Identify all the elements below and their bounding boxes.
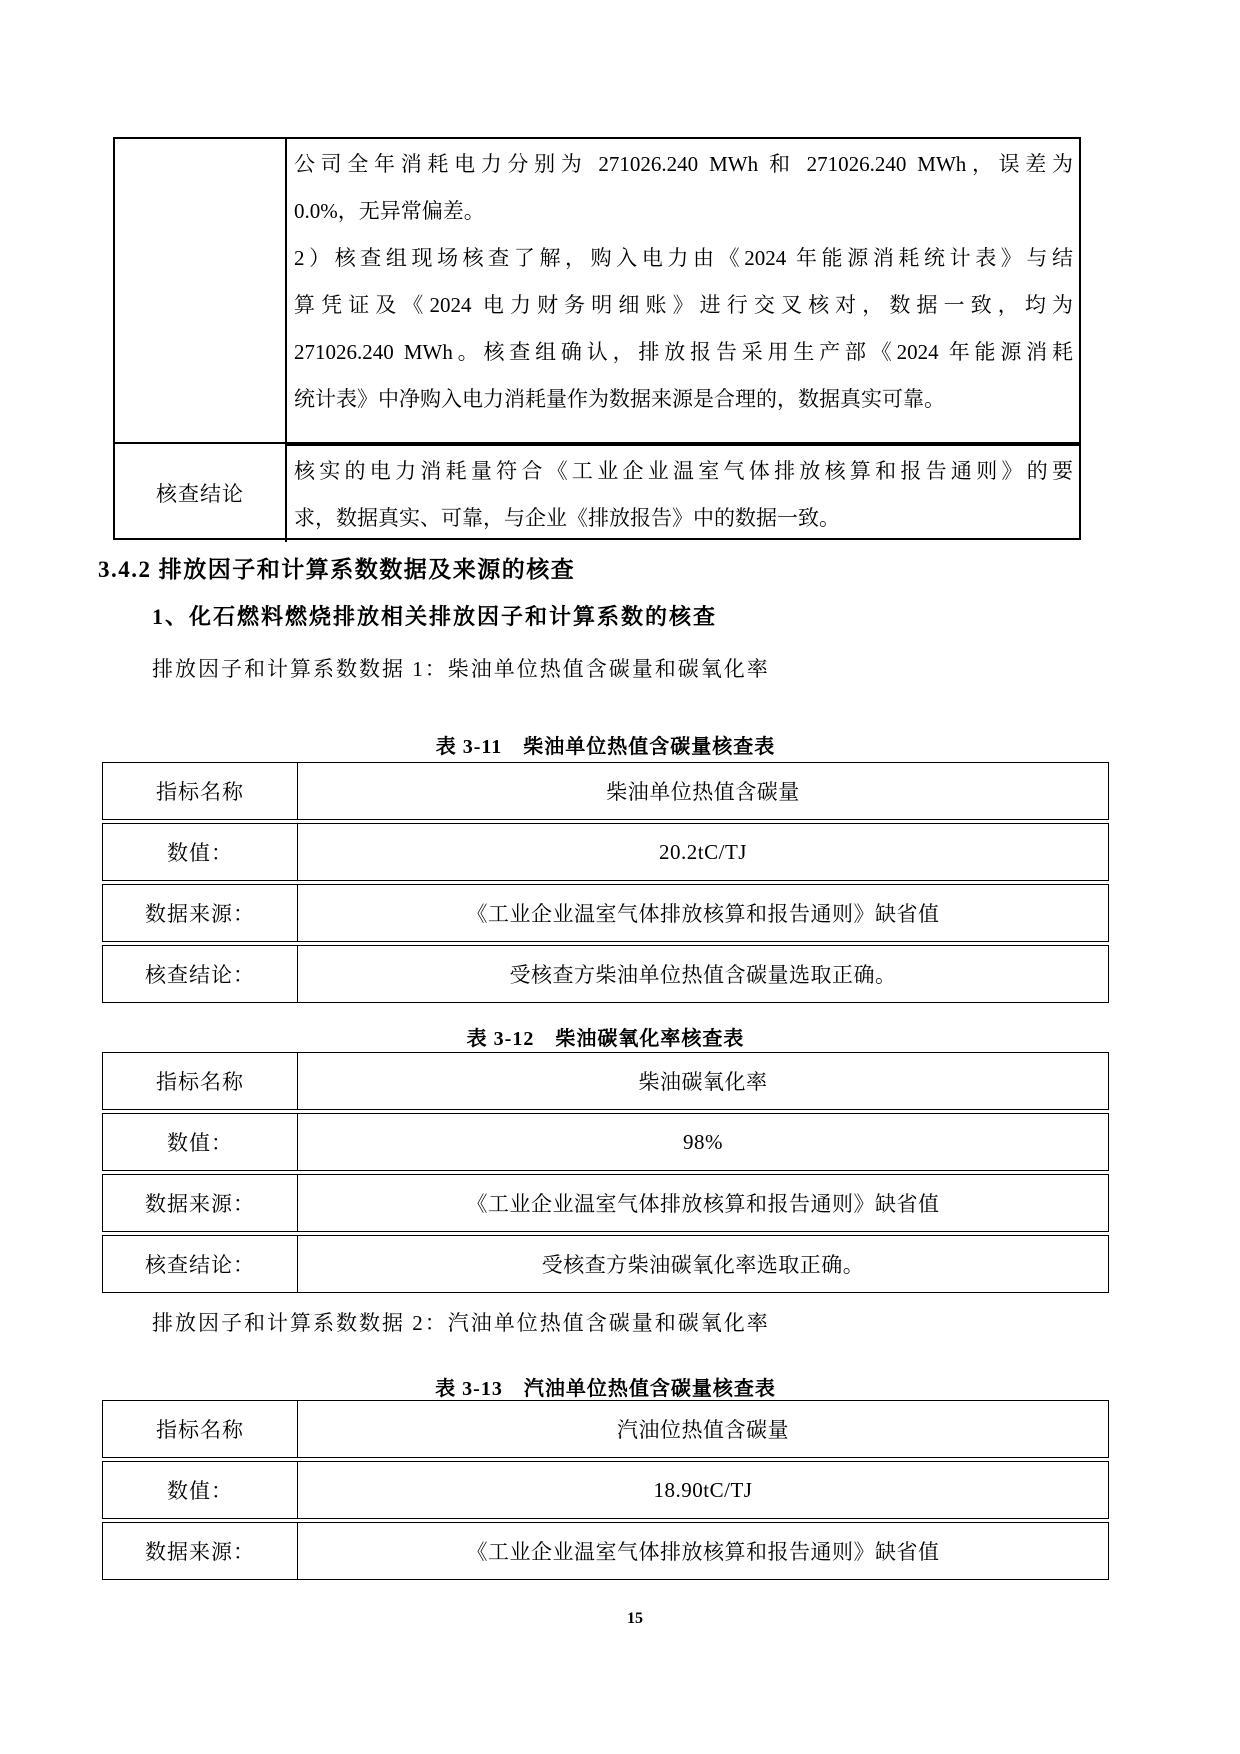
row-label: 指标名称	[103, 1053, 298, 1109]
factor-data-line-2: 排放因子和计算系数数据 2：汽油单位热值含碳量和碳氧化率	[152, 1311, 770, 1335]
row-label: 数据来源：	[103, 1523, 298, 1579]
text-line: 核实的电力消耗量符合《工业企业温室气体排放核算和报告通则》的要	[294, 459, 1073, 483]
row-value: 《工业企业温室气体排放核算和报告通则》缺省值	[466, 1540, 940, 1564]
table-row	[102, 1174, 1109, 1232]
table-row	[115, 442, 1079, 542]
text-line: 0.0%，无异常偏差。	[294, 199, 485, 223]
table-3-13-caption: 表 3-13 汽油单位热值含碳量核查表	[435, 1378, 776, 1400]
conclusion-row-label: 核查结论	[115, 444, 287, 542]
row-value: 98%	[683, 1129, 723, 1154]
row-label: 核查结论：	[103, 1236, 298, 1292]
table-row	[102, 1400, 1109, 1458]
table-3-11-caption: 表 3-11 柴油单位热值含碳量核查表	[435, 736, 776, 758]
row-label: 数值：	[103, 1462, 298, 1518]
text-line: 公司全年消耗电力分别为 271026.240 MWh 和 271026.240 MWh，误差为	[294, 152, 1073, 176]
section-heading: 3.4.2 排放因子和计算系数数据及来源的核查	[98, 557, 576, 582]
text-line: 2）核查组现场核查了解，购入电力由《2024 年能源消耗统计表》与结	[294, 246, 1073, 270]
row-value: 《工业企业温室气体排放核算和报告通则》缺省值	[466, 902, 940, 926]
subsection-heading: 1、化石燃料燃烧排放相关排放因子和计算系数的核查	[152, 604, 718, 629]
text-line: 求，数据真实、可靠，与企业《排放报告》中的数据一致。	[294, 506, 840, 530]
table-row	[102, 823, 1109, 881]
row-value: 受核查方柴油碳氧化率选取正确。	[541, 1253, 865, 1277]
row-label: 数据来源：	[103, 1175, 298, 1231]
row-value: 20.2tC/TJ	[659, 839, 747, 864]
row-value: 柴油单位热值含碳量	[606, 780, 800, 804]
row-label: 指标名称	[103, 1401, 298, 1457]
text-line: 271026.240 MWh。核查组确认，排放报告采用生产部《2024 年能源消耗	[294, 340, 1073, 364]
row-label-empty	[115, 139, 287, 442]
table-3-12	[102, 1052, 1109, 1293]
table-row	[115, 139, 1079, 442]
table-row	[102, 945, 1109, 1003]
table-row	[102, 1235, 1109, 1293]
table-3-13	[102, 1400, 1109, 1580]
row-label: 数值：	[103, 824, 298, 880]
electricity-verification-table	[113, 137, 1081, 540]
row-value: 受核查方柴油单位热值含碳量选取正确。	[509, 963, 897, 987]
text-line: 算凭证及《2024 电力财务明细账》进行交叉核对，数据一致，均为	[294, 293, 1073, 317]
text-line: 统计表》中净购入电力消耗量作为数据来源是合理的，数据真实可靠。	[294, 387, 945, 411]
row-label: 数据来源：	[103, 885, 298, 941]
row-value: 汽油位热值含碳量	[617, 1418, 789, 1442]
verification-detail-text	[287, 139, 1079, 442]
table-row	[102, 1113, 1109, 1171]
row-label: 核查结论：	[103, 946, 298, 1002]
row-label: 指标名称	[103, 763, 298, 819]
table-row	[102, 1461, 1109, 1519]
table-row	[102, 884, 1109, 942]
table-row	[102, 1522, 1109, 1580]
table-3-12-caption: 表 3-12 柴油碳氧化率核查表	[466, 1028, 745, 1050]
page-number: 15	[627, 1610, 643, 1627]
table-row	[102, 1052, 1109, 1110]
table-3-11	[102, 762, 1109, 1003]
factor-data-line-1: 排放因子和计算系数数据 1：柴油单位热值含碳量和碳氧化率	[152, 657, 770, 681]
row-value: 柴油碳氧化率	[638, 1070, 768, 1094]
table-row	[102, 762, 1109, 820]
row-value: 《工业企业温室气体排放核算和报告通则》缺省值	[466, 1192, 940, 1216]
row-label: 数值：	[103, 1114, 298, 1170]
conclusion-text	[287, 444, 1079, 542]
row-value: 18.90tC/TJ	[653, 1477, 753, 1502]
